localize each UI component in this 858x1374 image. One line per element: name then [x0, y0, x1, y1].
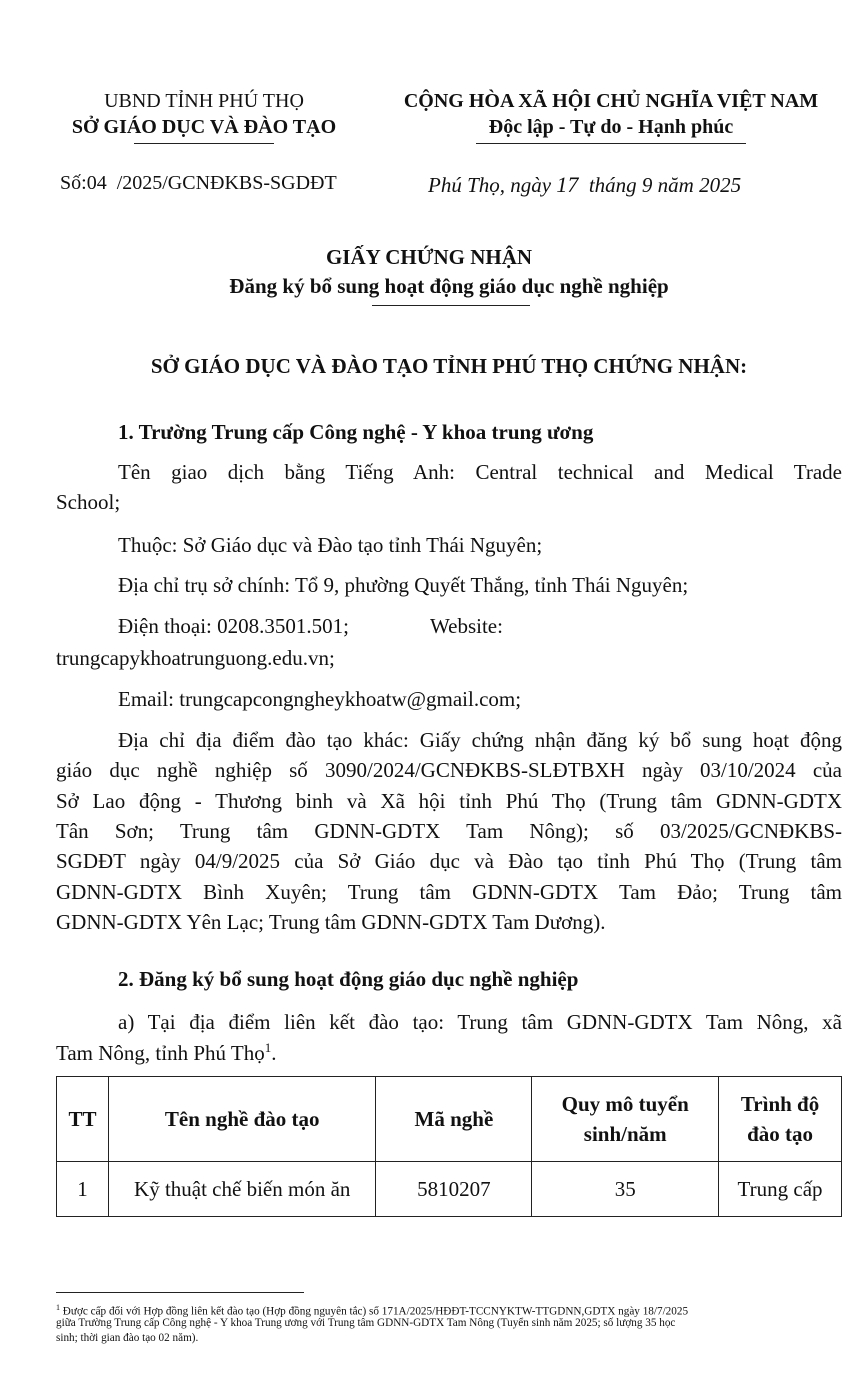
other-locations-line1: Địa chỉ địa điểm đào tạo khác: Giấy chứng nhận đăng ký bổ sung hoạt động	[118, 728, 842, 752]
header-level: Trình độ đào tạo	[719, 1077, 842, 1162]
department-underline	[134, 143, 274, 144]
section1-heading: 1. Trường Trung cấp Công nghệ - Y khoa trung ương	[118, 420, 594, 444]
footnote-reference[interactable]: 1	[264, 1040, 272, 1055]
belongs-to: Thuộc: Sở Giáo dục và Đào tạo tỉnh Thái Nguyên;	[118, 533, 543, 557]
section2-heading: 2. Đăng ký bổ sung hoạt động giáo dục nghề nghiệp	[118, 967, 579, 991]
footnote-line1: $^1$ Được cấp đổi với Hợp đồng liên kết đào tạo (Hợp đồng nguyên tắc) số 171A/2025/HĐĐT-TCCNYKTW-TTGDNN,GDTX ngày 18/7/2025	[56, 1303, 689, 1318]
cell-enrollment: 35	[532, 1162, 719, 1217]
table-header-row	[57, 1077, 842, 1162]
national-motto: Độc lập - Tự do - Hạnh phúc	[488, 116, 734, 138]
other-locations-line3: Sở Lao động - Thương binh và Xã hội tỉnh Phú Thọ (Trung tâm GDNN-GDTX	[56, 789, 842, 813]
other-locations-line2: giáo dục nghề nghiệp số 3090/2024/GCNĐKBS-SLĐTBXH ngày 03/10/2024 của	[56, 758, 842, 782]
other-locations-line4: Tân Sơn; Trung tâm GDNN-GDTX Tam Nông); số 03/2025/GCNĐKBS-	[56, 819, 842, 843]
training-programs-table	[56, 1076, 842, 1217]
table-row	[57, 1162, 842, 1217]
training-location-line2: Tam Nông, tỉnh Phú Thọ$^1$.	[56, 1040, 277, 1065]
header-tt: TT	[57, 1077, 109, 1162]
other-locations-line7: GDNN-GDTX Yên Lạc; Trung tâm GDNN-GDTX Tam Dương).	[56, 910, 606, 934]
other-locations-line5: SGDĐT ngày 04/9/2025 của Sở Giáo dục và Đào tạo tỉnh Phú Thọ (Trung tâm	[56, 849, 842, 873]
footnote-line2: giữa Trường Trung cấp Công nghệ - Y khoa Trung ương với Trung tâm GDNN-GDTX Tam Nông (Tuyển sinh năm 2025; số lượng 35 học	[56, 1317, 676, 1329]
english-name-line2: School;	[56, 490, 121, 514]
national-title: CỘNG HÒA XÃ HỘI CHỦ NGHĨA VIỆT NAM	[403, 90, 819, 112]
footnote-separator	[56, 1292, 304, 1293]
website-link[interactable]: trungcapykhoatrunguong.edu.vn;	[56, 646, 335, 670]
header-code: Mã nghề	[376, 1077, 532, 1162]
phone: Điện thoại: 0208.3501.501;	[118, 614, 349, 638]
cell-tt: 1	[57, 1162, 109, 1217]
motto-underline	[476, 143, 746, 144]
document-title: GIẤY CHỨNG NHẬN	[325, 245, 533, 269]
header-enrollment: Quy mô tuyển sinh/năm	[532, 1077, 719, 1162]
cell-occupation: Kỹ thuật chế biến món ăn	[108, 1162, 376, 1217]
issuing-authority: UBND TỈNH PHÚ THỌ	[104, 90, 304, 112]
document-subtitle: Đăng ký bổ sung hoạt động giáo dục nghề nghiệp	[229, 274, 669, 298]
header-occupation: Tên nghề đào tạo	[108, 1077, 376, 1162]
footnote-mark: 1	[56, 1303, 60, 1312]
subtitle-underline	[372, 305, 530, 306]
certify-heading: SỞ GIÁO DỤC VÀ ĐÀO TẠO TỈNH PHÚ THỌ CHỨNG NHẬN:	[150, 354, 748, 378]
issuing-department: SỞ GIÁO DỤC VÀ ĐÀO TẠO	[71, 116, 337, 138]
email: Email: trungcapcongngheykhoatw@gmail.com;	[118, 687, 522, 711]
head-office-address: Địa chỉ trụ sở chính: Tổ 9, phường Quyết Thắng, tỉnh Thái Nguyên;	[118, 573, 689, 597]
website-label: Website:	[430, 614, 503, 638]
english-name-line1: Tên giao dịch bằng Tiếng Anh: Central technical and Medical Trade	[118, 460, 842, 484]
place-and-date: Phú Thọ, ngày 17 tháng 9 năm 2025	[428, 172, 742, 197]
other-locations-line6: GDNN-GDTX Bình Xuyên; Trung tâm GDNN-GDTX Tam Đảo; Trung tâm	[56, 880, 842, 904]
document-number: Số:04 /2025/GCNĐKBS-SGDĐT	[60, 172, 337, 194]
cell-code: 5810207	[376, 1162, 532, 1217]
footnote-line3: sinh; thời gian đào tạo 02 năm).	[56, 1332, 199, 1344]
training-location-line1: a) Tại địa điểm liên kết đào tạo: Trung tâm GDNN-GDTX Tam Nông, xã	[118, 1010, 842, 1034]
cell-level: Trung cấp	[719, 1162, 842, 1217]
